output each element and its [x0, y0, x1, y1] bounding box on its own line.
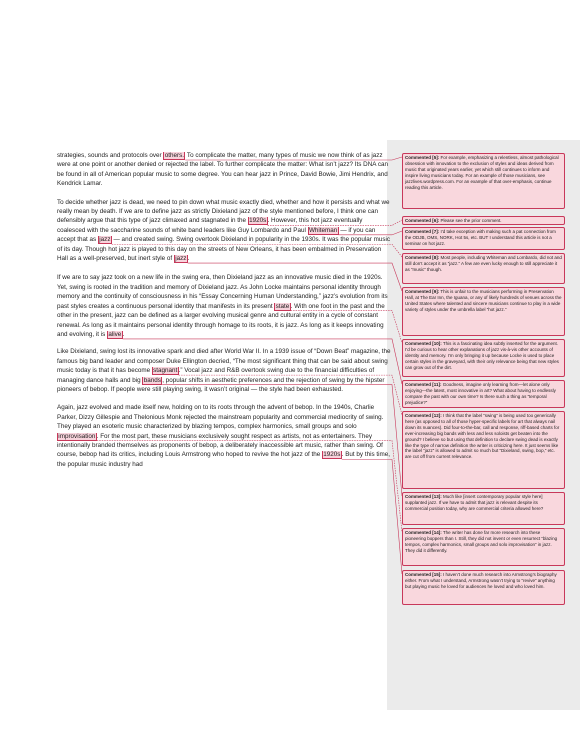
comment-anchor-highlight[interactable]: 1920s	[323, 451, 341, 459]
paragraph-text: strategies, sounds and protocols over	[57, 152, 164, 159]
comment-balloon[interactable]	[402, 570, 565, 605]
comment-anchor-highlight[interactable]: stagnant	[153, 367, 178, 375]
comment-text: This is a fascinating idea subtly inserted for the argument. I’d be curious to hear other explanations of jazz vis-à-vis other accounts of identity and memory. I’m only bringing it up because Locke is used to place certain styles in the graveyard, with their only relevance being that new styles can grow out of the dirt.	[405, 341, 559, 370]
comment-anchor-highlight[interactable]: improvisation	[58, 432, 96, 440]
comment-balloon[interactable]	[402, 287, 565, 336]
comment-label: Commented [14]:	[405, 530, 442, 535]
comment-balloon[interactable]	[402, 339, 565, 377]
paragraph-text: Like Dixieland, swing lost its innovative spark and died after World War II. In a 1939 issue of “Down Beat” magazine, the famous big band leader and composer Duke Ellington decried, “The most significant thing that can be said about swing music today is that it has become	[57, 348, 391, 375]
comment-anchor-highlight[interactable]: bands	[143, 376, 161, 384]
comment-label: Commented [11]:	[405, 382, 442, 387]
body-paragraph	[57, 198, 392, 264]
paragraph-text: . However, this hot jazz eventually coalesced with the saccharine sounds of white band leaders like Guy Lombardo and Paul	[57, 217, 363, 234]
comment-text: Most people, including Whiteman and Lombardo, did not and still don’t accept it as “jazz.” A few are even lucky enough to still appreciate it as “music” though.	[405, 255, 562, 272]
paragraph-text: Again, jazz evolved and made itself new, holding on to its roots through the advent of bebop. In the 1940s, Charlie Parker, Dizzy Gillespie and Thelonious Monk rejected the mainstream popularity and commercial mediocrity of swing. They played an esoteric music characterized by blazing tempos, complex harmonics, small groups and solo	[57, 404, 384, 431]
body-paragraph	[57, 273, 392, 339]
paragraph-text: To complicate the matter, many types of music we now think of as jazz were at one point or another denied or rejected the label. To further complicate the matter: What isn’t jazz? Its DNA can be found in all of American popular music to some degree. You can hear jazz in Prince, David Bowie, Jimi Hendrix, and Kendrick Lamar.	[57, 152, 388, 188]
comment-balloon[interactable]	[402, 153, 565, 209]
comment-anchor-highlight[interactable]: state	[275, 302, 290, 310]
comment-label: Commented [6]:	[405, 218, 440, 223]
paragraph-text: . With one foot in the past and the other in the present, jazz can be defined as a larger evolving musical genre and cultural entity in a cycle of constant renewal. As long as it maintains personal identity through homage to its roots, it is jazz. As long as it keeps innovating and evolving, it is	[57, 302, 385, 338]
body-paragraph	[57, 151, 392, 189]
comment-balloon[interactable]	[402, 528, 565, 566]
comment-text: The writer has done far more research into these pioneering boppers than I. Still, they did not invent or even resurrect “blazing tempos, complex harmonics, small groups and solo improvisation” in jazz. They did it differently.	[405, 530, 558, 553]
paragraph-text: To decide whether jazz is dead, we need to pin down what music exactly died, whether and how it persists and what we really mean by death. If we are to define jazz as strictly Dixieland jazz of the style mentioned before, I think one can defensibly argue that this type of jazz climaxed and stagnated in the	[57, 198, 390, 225]
comment-balloon[interactable]	[402, 411, 565, 489]
paragraph-text: If we are to say jazz took on a new life in the swing era, then Dixieland jazz as an innovative music died in the 1920s. Yet, swing is rooted in the tradition and memory of Dixieland jazz. As John Locke maintains personal identity through memory and the continuity of consciousness in his “Essay Concerning Human Understanding,” jazz’s evolution from its past styles creates a continuous personal identity that manifests in its present	[57, 274, 388, 310]
body-paragraph	[57, 347, 392, 394]
paragraph-text: .” Vocal jazz and R&B overtook swing due to the financial difficulties of managing dance halls and big	[57, 367, 375, 384]
comment-label: Commented [12]:	[405, 413, 442, 418]
paragraph-text: — and created swing. Swing overtook Dixieland in popularity in the 1930s. It was the popular music of its day. Though hot jazz is played to this day on the streets of New Orleans, it has been embalmed in Preservation Hall as a well-preserved, but inert style of	[57, 236, 391, 263]
comment-label: Commented [9]:	[405, 289, 440, 294]
comment-balloon[interactable]	[402, 253, 565, 284]
comment-anchor-highlight[interactable]: jazz	[99, 236, 111, 244]
comment-text: Please see the prior comment.	[439, 218, 502, 223]
comment-balloon[interactable]	[402, 380, 565, 408]
comment-balloon[interactable]	[402, 227, 565, 250]
paragraph-text: . For the most part, these musicians exclusively sought respect as artists, not as entertainers. They intentionally branded themselves as proponents of bebop, a deliberately inaccessible art music, rather than swing. Of course, bebop had its critics, including Louis Armstrong who hoped to revive the hot jazz of the	[57, 432, 383, 459]
paragraph-text: — if you can accept that as	[57, 226, 376, 244]
comment-text: This is unfair to the musicians performing in Preservation Hall, at The Ear Inn, the Iguana, or any of likely hundreds of venues across the United States where talented and sincere musicians continue to play in a wide variety of styles under the umbrella label “hot jazz.”	[405, 289, 562, 312]
paragraph-text: . But by this time, the popular music industry had	[57, 451, 391, 468]
comment-anchor-highlight[interactable]: others.	[164, 152, 184, 159]
comment-anchor-highlight[interactable]: jazz	[175, 255, 187, 263]
comment-text: For example, emphasizing a relentless, almost pathological obsession with innovation to the exclusion of styles and ideas derived from music that originated years earlier, yet which still continues to inform and inspire living musicians today. For an example of those musicians, see jazzlives.wordpress.com. For an example of that over-emphasis, continue reading this article.	[405, 155, 559, 190]
comment-anchor-highlight[interactable]: 1920s	[249, 217, 267, 225]
comment-text: Much like [insert contemporary popular style here] supplanted jazz. If we have to admit that jazz is relevant despite its commercial position today, why are commercial criteria allowed here?	[405, 494, 544, 511]
comment-label: Commented [13]:	[405, 494, 442, 499]
document-body[interactable]	[57, 151, 392, 478]
comment-label: Commented [10]:	[405, 341, 442, 346]
comment-label: Commented [15]:	[405, 572, 442, 577]
comment-text: I think that the label “swing” is being used too generically here (as opposed to all of those hyper-specific labels for art that always nail down its nuances). Did four-to-the-bar, call and response, riff-based charts for ever-increasing big bands with less and less soloists get beaten into the ground? I believe so but using that definition to declare swing dead is exactly like the type of narrow definition the writer is criticizing here. It just seems like the label “jazz” is allowed to admit so much but “Dixieland, swing, bop,” etc. are cut off from current relevance.	[405, 413, 560, 460]
comment-text: I’d take exception with making such a pat connection from the ODJB, OMS, NORK, Hot 5s, etc. BUT I understand this article is not a seminar on hot jazz.	[405, 229, 556, 246]
comment-label: Commented [5]:	[405, 155, 440, 160]
comment-text: I haven’t done much research into Armstrong’s biography either. From what I understand, Armstrong wasn’t trying to “revive” anything but playing music he loved for audiences he loved and who loved him.	[405, 572, 557, 589]
comment-balloon[interactable]	[402, 216, 565, 225]
comment-anchor-highlight[interactable]: alive	[108, 330, 122, 338]
paragraph-text: .	[187, 255, 190, 263]
comment-label: Commented [8]:	[405, 255, 440, 260]
comment-label: Commented [7]:	[405, 229, 440, 234]
comment-text: Goodness, imagine only learning from—let alone only enjoying—the latest, most innovative in art? What about having to endlessly compare the past with our own time? Is there such a thing as “temporal prejudice?”	[405, 382, 556, 405]
paragraph-text: .	[122, 330, 125, 338]
body-paragraph	[57, 403, 392, 469]
comment-balloon[interactable]	[402, 492, 565, 525]
paragraph-text: , popular shifts in aesthetic preferences and the rejection of swing by the hipster pioneers of bebop. If people were still playing swing, it wasn’t original — the style had been exhausted.	[57, 376, 385, 393]
comment-anchor-highlight[interactable]: Whiteman	[308, 226, 338, 234]
